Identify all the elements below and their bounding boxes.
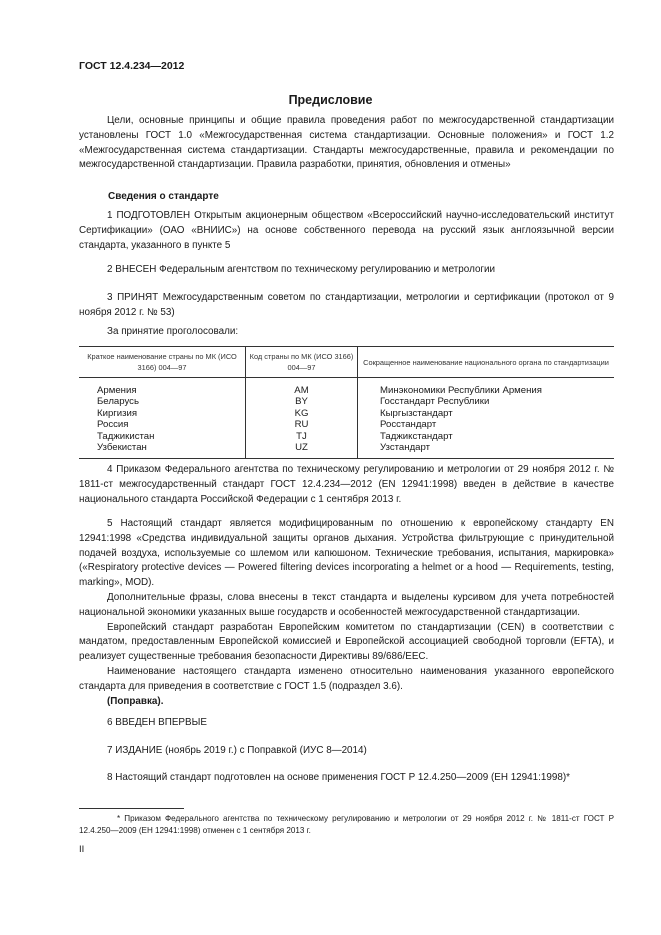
page-title: Предисловие	[288, 93, 373, 107]
voted-text: За принятие проголосовали:	[107, 326, 239, 337]
item-2-text: 2 ВНЕСЕН Федеральным агентством по техническому регулированию и метрологии	[107, 264, 496, 275]
table-cell-body: Минэкономики Республики Армения	[380, 385, 542, 396]
item-7	[79, 744, 614, 759]
country-column	[79, 378, 246, 459]
voted-line	[79, 325, 614, 340]
item-8-text: 8 Настоящий стандарт подготовлен на основе применения ГОСТ Р 12.4.250—2009 (ЕН 12941:1998)*	[107, 772, 570, 783]
item-6-text: 6 ВВЕДЕН ВПЕРВЫЕ	[107, 717, 207, 728]
item-7-text: 7 ИЗДАНИЕ (ноябрь 2019 г.) с Поправкой (ИУС 8—2014)	[107, 745, 367, 756]
table-cell-country: Таджикистан	[97, 430, 155, 442]
table-cell-code: KG	[294, 407, 309, 419]
intro-text: Цели, основные принципы и общие правила проведения работ по межгосударственной стандартизации установлены ГОСТ 1.0 «Межгосударственная система стандартизации. Основные положения» и ГОСТ 1.2 «Межгосударственная система стандартизации. Стандарты межгосударственные, правила и рекомендации по межгосударственной стандартизации. Правила разработки, принятия, обновления и отмены»	[79, 115, 614, 171]
item-1-text: 1 ПОДГОТОВЛЕН Открытым акционерным обществом «Всероссийский научно-исследовательский институт Сертификации» (ОАО «ВНИИС») на основе собственного перевода на русский язык англоязычной версии стандарта, указанного в пункте 5	[79, 210, 614, 251]
footnote-separator	[79, 808, 184, 809]
item-6	[79, 716, 614, 731]
table-cell-code: UZ	[295, 441, 308, 453]
table-cell-country: Россия	[97, 419, 129, 431]
table-cell-body: Таджикстандарт	[380, 430, 453, 442]
table-cell-country: Киргизия	[97, 407, 138, 419]
item-4	[79, 463, 614, 507]
table-cell-body: Госстандарт Республики	[380, 396, 490, 408]
item-3	[79, 291, 614, 321]
item-8	[79, 771, 614, 786]
code-column	[246, 378, 358, 459]
item-5-cen-text: Европейский стандарт разработан Европейским комитетом по стандартизации (CEN) в соответствии с мандатом, предоставленным Европейской комиссией и Европейской ассоциацией свободной торговли (EFTA), и реализует существенные требования безопасности Директивы 89/686/EEC.	[79, 621, 614, 663]
table-cell-code: AM	[294, 385, 309, 396]
table-header-country: Краткое наименование страны по МК (ИСО 3166) 004—97	[79, 347, 246, 378]
table-cell-country: Беларусь	[97, 396, 139, 408]
section-heading: Сведения о стандарте	[108, 191, 219, 202]
item-5	[79, 517, 614, 709]
intro-paragraph	[79, 114, 614, 173]
table-cell-code: TJ	[296, 430, 307, 442]
footnote-text: * Приказом Федерального агентства по техническому регулированию и метрологии от 29 ноября 2012 г. № 1811-ст ГОСТ Р 12.4.250—2009 (ЕН 12941:1998) отменен с 1 сентября 2013 г.	[79, 814, 614, 835]
body-column	[358, 378, 615, 459]
table-cell-code: BY	[295, 396, 308, 408]
item-3-text: 3 ПРИНЯТ Межгосударственным советом по стандартизации, метрологии и сертификации (протокол от 9 ноября 2012 г. № 53)	[79, 292, 614, 318]
table-cell-country: Армения	[97, 385, 137, 396]
table-cell-country: Узбекистан	[97, 441, 147, 453]
table-cell-body: Росстандарт	[380, 419, 437, 431]
table-header-body: Сокращенное наименование национального органа по стандартизации	[358, 347, 615, 378]
footnote	[79, 813, 614, 837]
item-4-text: 4 Приказом Федерального агентства по техническому регулированию и метрологии от 29 ноября 2012 г. № 1811-ст межгосударственный стандарт ГОСТ 12.4.234—2012 (EN 12941:1998) введен в действие в качестве национального стандарта Российской Федерации с 1 сентября 2013 г.	[79, 464, 614, 505]
amendment-note: (Поправка).	[107, 695, 164, 707]
table-header-code: Код страны по МК (ИСО 3166) 004—97	[246, 347, 358, 378]
document-number-header: ГОСТ 12.4.234—2012	[79, 60, 185, 72]
page-number: II	[79, 844, 85, 855]
table-header-row	[79, 347, 614, 378]
item-5-additions-text: Дополнительные фразы, слова внесены в текст стандарта и выделены курсивом для учета потребностей национальной экономики указанных выше государств и особенностей межгосударственной стандартизации.	[79, 591, 614, 618]
item-5-text: 5 Настоящий стандарт является модифицированным по отношению к европейскому стандарту EN 12941:1998 «Средства индивидуальной защиты органов дыхания. Устройства фильтрующие с принудительной подачей воздуха, используемые со шлемом или капюшоном. Технические требования, испытания, маркировка» («Respiratory protective devices — Powered filtering devices incorporating a helmet or a hood — Requirements, testing, marking», MOD).	[79, 518, 614, 589]
table-cell-body: Узстандарт	[380, 441, 431, 453]
item-2	[79, 263, 614, 278]
table-cell-body: Кыргызстандарт	[380, 407, 453, 419]
table-cell-code: RU	[294, 419, 309, 431]
item-5-rename-text: Наименование настоящего стандарта изменено относительно наименования указанного европейского стандарта для приведения в соответствие с ГОСТ 1.5 (подраздел 3.6).	[79, 665, 614, 692]
voting-table	[79, 346, 614, 459]
item-1	[79, 209, 614, 253]
table-body-row	[79, 378, 614, 459]
